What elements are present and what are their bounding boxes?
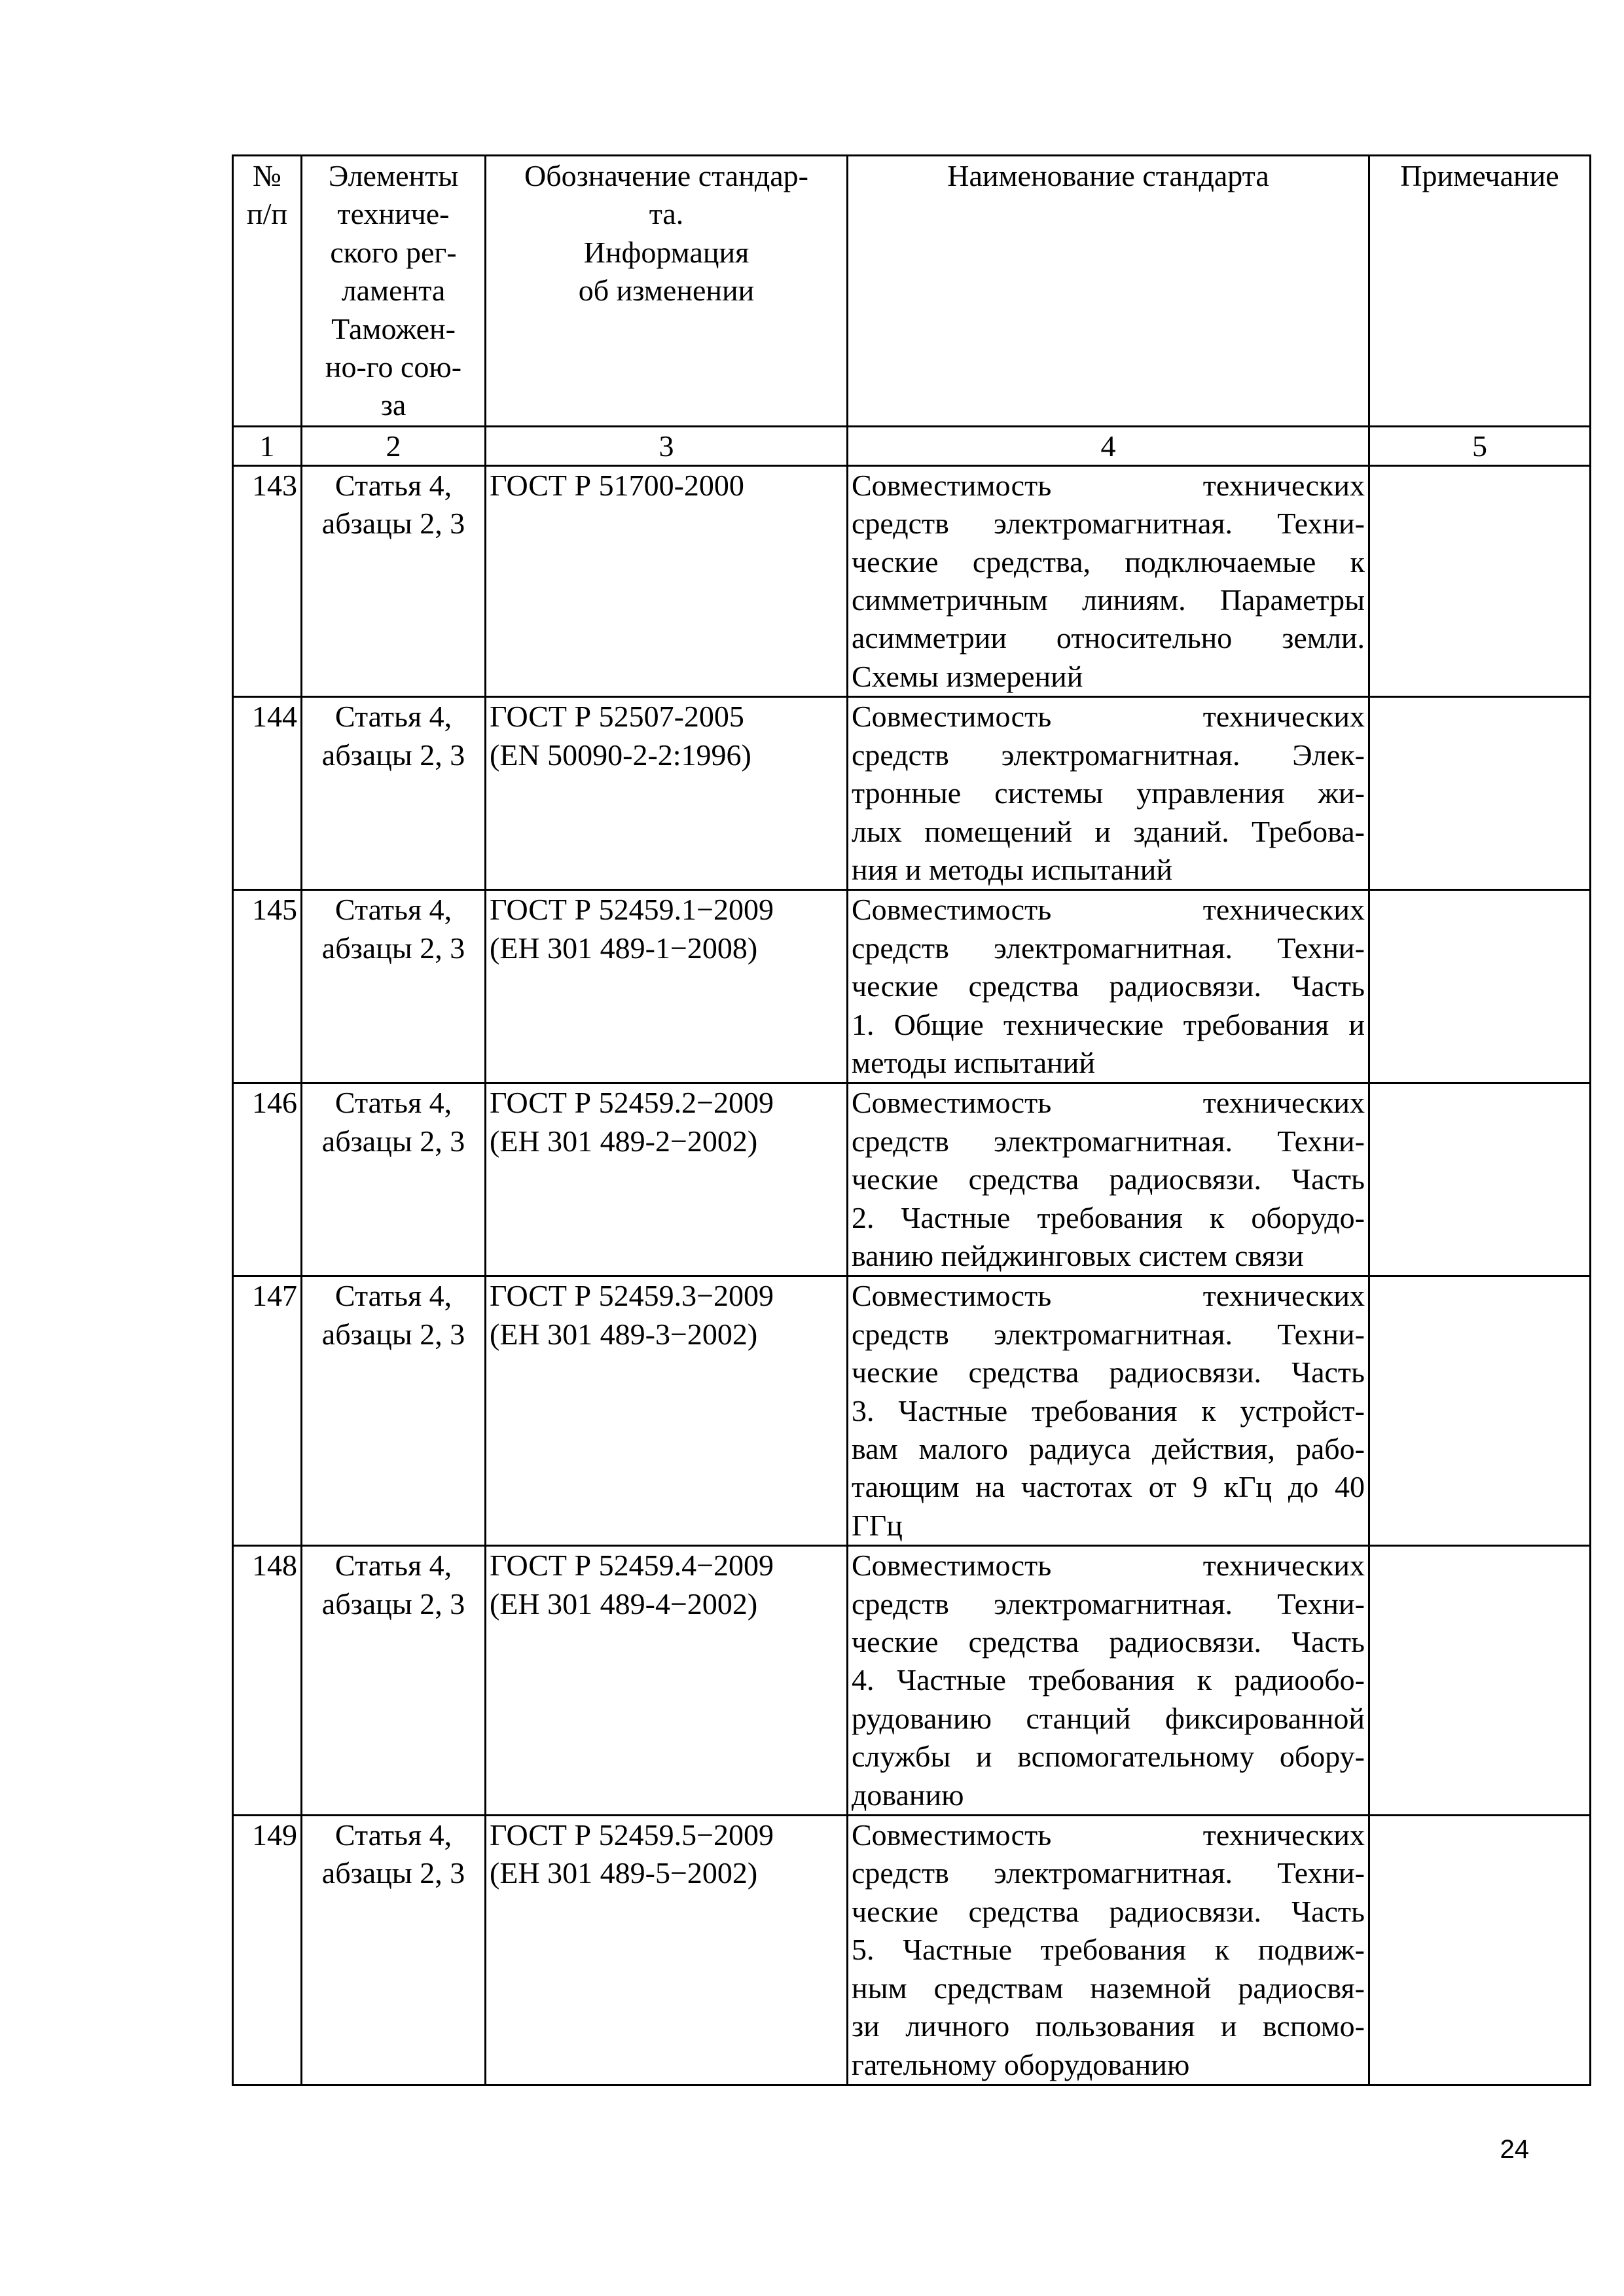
column-number-4: 4 [848, 426, 1369, 465]
name-line: ческие средства радиосвязи. Часть [852, 1625, 1365, 1659]
standard-name-cell [848, 1546, 1369, 1816]
note-cell [1369, 1083, 1591, 1276]
table-row [233, 465, 1591, 696]
element-line: Статья 4, [334, 893, 452, 927]
standard-designation-cell [486, 1276, 848, 1546]
standard-name-cell [848, 1083, 1369, 1276]
column-number-3: 3 [486, 426, 848, 465]
name-line: Совместимость технических [852, 1086, 1365, 1120]
standard-designation-cell [486, 1546, 848, 1816]
element-line: абзацы 2, 3 [321, 738, 465, 772]
standard-line: ГОСТ Р 52459.1−2009 [490, 893, 774, 927]
standard-line: (ЕН 301 489-2−2002) [490, 1124, 758, 1158]
standard-line: ГОСТ Р 52507-2005 [490, 700, 744, 734]
header-standard-name: Наименование стандарта [848, 156, 1369, 427]
name-line: ческие средства, подключаемые к [852, 545, 1365, 579]
standard-line: ГОСТ Р 51700-2000 [490, 468, 744, 502]
header-number: № п/п [233, 156, 302, 427]
standard-line: (ЕН 301 489-1−2008) [490, 931, 758, 965]
table-row [233, 1276, 1591, 1546]
standard-name-cell [848, 465, 1369, 696]
standard-line: (ЕН 301 489-4−2002) [490, 1587, 758, 1621]
note-cell [1369, 1546, 1591, 1816]
table-body [233, 426, 1591, 2085]
table-row [233, 1083, 1591, 1276]
name-line: ным средствам наземной радиосвя- [852, 1971, 1365, 2005]
note-cell [1369, 697, 1591, 890]
standard-designation-cell [486, 1083, 848, 1276]
name-line: 2. Частные требования к оборудо- [852, 1200, 1365, 1234]
element-line: Статья 4, [334, 1818, 452, 1852]
element-line: абзацы 2, 3 [321, 507, 465, 541]
element-line: Статья 4, [334, 700, 452, 734]
name-line: средств электромагнитная. Техни- [852, 1124, 1365, 1158]
table-row [233, 1546, 1591, 1816]
standard-line: ГОСТ Р 52459.4−2009 [490, 1549, 774, 1583]
element-line: Статья 4, [334, 1086, 452, 1120]
row-number-cell: 144 [233, 697, 302, 890]
name-line: вам малого радиуса действия, рабо- [852, 1432, 1365, 1465]
name-line: методы испытаний [852, 1045, 1095, 1079]
regulation-element-cell [302, 697, 486, 890]
standard-line: ГОСТ Р 52459.3−2009 [490, 1279, 774, 1313]
standards-table [232, 154, 1591, 2086]
standard-designation-cell [486, 465, 848, 696]
name-line: ванию пейджинговых систем связи [852, 1238, 1304, 1272]
name-line: гательному оборудованию [852, 2047, 1190, 2081]
name-line: ческие средства радиосвязи. Часть [852, 1894, 1365, 1928]
name-line: средств электромагнитная. Техни- [852, 1856, 1365, 1890]
standard-line: (ЕН 301 489-3−2002) [490, 1317, 758, 1351]
header-standard-designation: Обозначение стандар- та. Информация об изменении [486, 156, 848, 427]
standard-line: ГОСТ Р 52459.5−2009 [490, 1818, 774, 1852]
element-line: абзацы 2, 3 [321, 1124, 465, 1158]
name-line: средств электромагнитная. Техни- [852, 507, 1365, 541]
note-cell [1369, 1276, 1591, 1546]
name-line: Совместимость технических [852, 1818, 1365, 1852]
element-line: абзацы 2, 3 [321, 1317, 465, 1351]
regulation-element-cell [302, 1276, 486, 1546]
name-line: средств электромагнитная. Техни- [852, 931, 1365, 965]
header-note: Примечание [1369, 156, 1591, 427]
name-line: ГГц [852, 1508, 903, 1542]
name-line: тронные системы управления жи- [852, 776, 1365, 810]
regulation-element-cell [302, 465, 486, 696]
name-line: Совместимость технических [852, 1279, 1365, 1313]
row-number-cell: 143 [233, 465, 302, 696]
note-cell [1369, 890, 1591, 1083]
standard-line: (ЕН 301 489-5−2002) [490, 1856, 758, 1890]
name-line: Совместимость технических [852, 700, 1365, 734]
header-regulation-elements: Элементы техниче- ского рег- ламента Таможен- но-го сою- за [302, 156, 486, 427]
name-line: 3. Частные требования к устройст- [852, 1393, 1365, 1427]
standard-designation-cell [486, 697, 848, 890]
column-number-row [233, 426, 1591, 465]
element-line: абзацы 2, 3 [321, 1856, 465, 1890]
name-line: рудованию станций фиксированной [852, 1701, 1365, 1735]
name-line: ческие средства радиосвязи. Часть [852, 1162, 1365, 1196]
standards-table-sheet [232, 154, 1589, 2086]
standard-designation-cell [486, 1816, 848, 2085]
name-line: ческие средства радиосвязи. Часть [852, 1355, 1365, 1390]
column-number-2: 2 [302, 426, 486, 465]
row-number-cell: 145 [233, 890, 302, 1083]
name-line: средств электромагнитная. Элек- [852, 738, 1365, 772]
table-row [233, 1816, 1591, 2085]
name-line: дованию [852, 1778, 964, 1812]
name-line: Совместимость технических [852, 468, 1365, 502]
name-line: Совместимость технических [852, 1549, 1365, 1583]
table-row [233, 697, 1591, 890]
element-line: Статья 4, [334, 1279, 452, 1313]
table-row [233, 890, 1591, 1083]
name-line: ния и методы испытаний [852, 852, 1173, 886]
column-number-1: 1 [233, 426, 302, 465]
name-line: асимметрии относительно земли. [852, 621, 1365, 655]
element-line: абзацы 2, 3 [321, 931, 465, 965]
name-line: средств электромагнитная. Техни- [852, 1317, 1365, 1351]
name-line: Схемы измерений [852, 659, 1083, 693]
name-line: службы и вспомогательному обору- [852, 1740, 1365, 1774]
name-line: средств электромагнитная. Техни- [852, 1587, 1365, 1621]
name-line: 5. Частные требования к подвиж- [852, 1933, 1365, 1967]
regulation-element-cell [302, 1083, 486, 1276]
row-number-cell: 149 [233, 1816, 302, 2085]
regulation-element-cell [302, 890, 486, 1083]
row-number-cell: 146 [233, 1083, 302, 1276]
name-line: ческие средства радиосвязи. Часть [852, 969, 1365, 1003]
standard-line: ГОСТ Р 52459.2−2009 [490, 1086, 774, 1120]
element-line: Статья 4, [334, 1549, 452, 1583]
regulation-element-cell [302, 1816, 486, 2085]
standard-name-cell [848, 1276, 1369, 1546]
name-line: 1. Общие технические требования и [852, 1007, 1365, 1041]
note-cell [1369, 1816, 1591, 2085]
standard-name-cell [848, 697, 1369, 890]
page-number: 24 [1500, 2135, 1529, 2164]
name-line: симметричным линиям. Параметры [852, 583, 1365, 617]
row-number-cell: 147 [233, 1276, 302, 1546]
table-header-row [233, 156, 1591, 427]
standard-name-cell [848, 890, 1369, 1083]
element-line: абзацы 2, 3 [321, 1587, 465, 1621]
element-line: Статья 4, [334, 468, 452, 502]
name-line: зи личного пользования и вспомо- [852, 2009, 1365, 2043]
name-line: лых помещений и зданий. Требова- [852, 814, 1365, 848]
standard-line: (EN 50090-2-2:1996) [490, 738, 751, 772]
regulation-element-cell [302, 1546, 486, 1816]
standard-designation-cell [486, 890, 848, 1083]
row-number-cell: 148 [233, 1546, 302, 1816]
name-line: тающим на частотах от 9 кГц до 40 [852, 1470, 1365, 1504]
note-cell [1369, 465, 1591, 696]
standard-name-cell [848, 1816, 1369, 2085]
name-line: 4. Частные требования к радиообо- [852, 1663, 1365, 1697]
column-number-5: 5 [1369, 426, 1591, 465]
name-line: Совместимость технических [852, 893, 1365, 927]
